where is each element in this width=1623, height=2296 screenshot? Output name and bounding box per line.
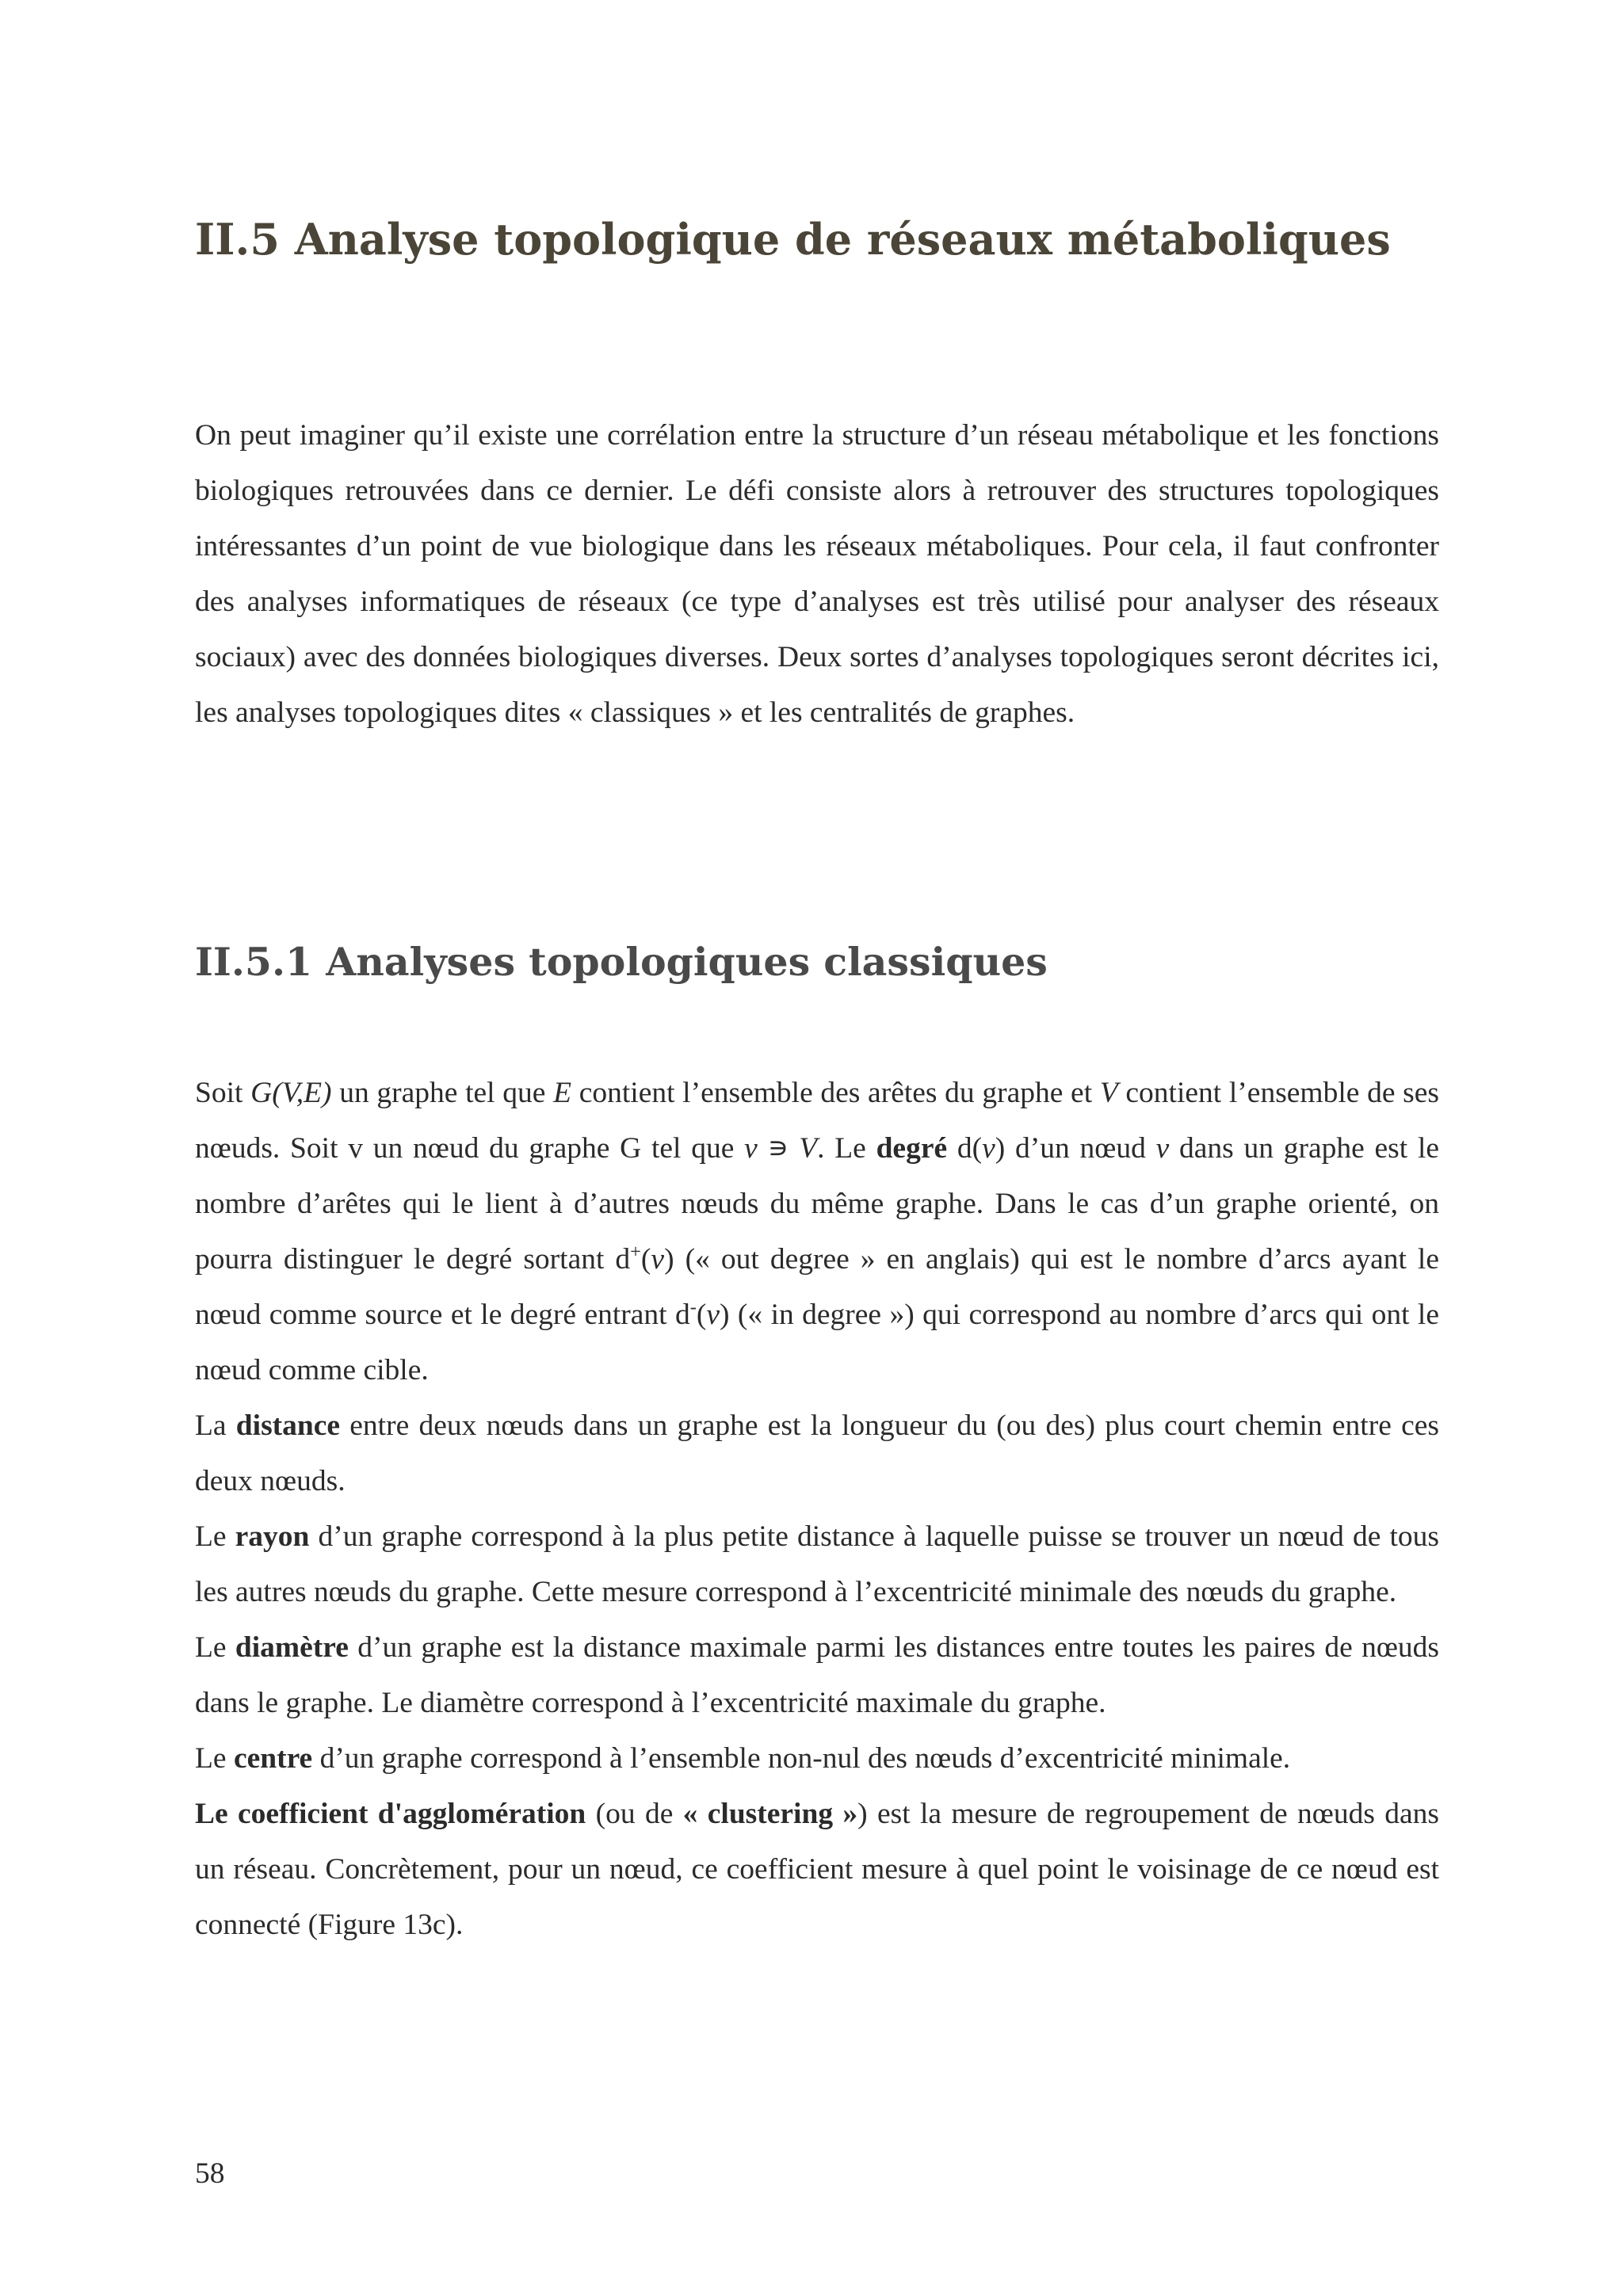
text-run: un graphe tel que [331,1077,554,1109]
text-run: Le [195,1631,235,1664]
subsection-title: II.5.1 Analyses topologiques classiques [195,939,1048,985]
text-run: dans un graphe est le nombre d’arêtes qui le lient à d’autres nœuds du même graphe. Dans le cas d’un graphe orienté, on pourra distinguer le degré sortant d [195,1132,1440,1276]
intro-paragraph-block [195,408,1439,741]
text-run: Le [195,1520,235,1553]
degree-paragraph [195,1066,1439,1398]
text-run: ∍ [757,1132,800,1165]
italic-run: v [706,1299,720,1331]
section-title: II.5 Analyse topologique de réseaux métaboliques [195,214,1391,265]
term-centre: centre [233,1742,313,1775]
text-run: d’un graphe correspond à l’ensemble non-nul des nœuds d’excentricité minimale. [312,1742,1291,1775]
centre-paragraph [195,1731,1439,1787]
text-run: contient l’ensemble de ses nœuds. Soit v un nœud du graphe G tel que [195,1077,1439,1165]
italic-run: E [553,1077,572,1109]
italic-run: v [744,1132,758,1165]
text-run: Soit [195,1077,251,1109]
rayon-paragraph [195,1509,1439,1620]
text-run: ) d’un nœud [995,1132,1156,1165]
text-run: . Le [817,1132,876,1165]
italic-run: v [651,1243,665,1276]
diametre-paragraph [195,1620,1439,1731]
term-diametre: diamètre [235,1631,349,1664]
page-number: 58 [195,2157,225,2190]
term-rayon: rayon [235,1520,310,1553]
definitions-block [195,1066,1439,1953]
italic-run: G(V,E) [250,1077,332,1109]
italic-run: v [1155,1132,1170,1165]
term-distance: distance [235,1409,341,1442]
text-run: ( [640,1243,651,1276]
text-run: ( [696,1299,707,1331]
text-run: contient l’ensemble des arêtes du graphe et [571,1077,1100,1109]
clustering-paragraph [195,1787,1439,1953]
text-run: d’un graphe correspond à la plus petite distance à laquelle puisse se trouver un nœud de tous les autres nœuds du graphe. Cette mesure correspond à l’excentricité minimale des nœuds du graphe. [195,1520,1439,1608]
intro-paragraph: On peut imaginer qu’il existe une corrélation entre la structure d’un réseau métabolique et les fonctions biologiques retrouvées dans ce dernier. Le défi consiste alors à retrouver des structures topologiques intéressantes d’un point de vue biologique dans les réseaux métaboliques. Pour cela, il faut confronter des analyses informatiques de réseaux (ce type d’analyses est très utilisé pour analyser des réseaux sociaux) avec des données biologiques diverses. Deux sortes d’analyses topologiques seront décrites ici, les analyses topologiques dites « classiques » et les centralités de graphes. [195,419,1439,729]
italic-run: V [1099,1077,1118,1109]
term-coefficient-agglomeration: Le coefficient d'agglomération [195,1798,586,1830]
term-degre: degré [876,1132,948,1165]
text-run: La [195,1409,236,1442]
distance-paragraph [195,1398,1439,1509]
text-run: (ou de [586,1798,683,1830]
superscript-minus: - [689,1296,697,1318]
text-run: ) est la mesure de regroupement de nœuds dans un réseau. Concrètement, pour un nœud, ce coefficient mesure à quel point le voisinage de ce nœud est connecté (Figure 13c). [195,1798,1439,1941]
text-run: d( [947,1132,983,1165]
term-clustering: « clustering » [682,1798,858,1830]
italic-run: V [799,1132,818,1165]
text-run: ) (« in degree ») qui correspond au nombre d’arcs qui ont le nœud comme cible. [195,1299,1439,1386]
italic-run: v [982,1132,995,1165]
superscript-plus: + [630,1241,641,1263]
text-run: d’un graphe est la distance maximale parmi les distances entre toutes les paires de nœuds dans le graphe. Le diamètre correspond à l’excentricité maximale du graphe. [195,1631,1439,1719]
text-run: entre deux nœuds dans un graphe est la longueur du (ou des) plus court chemin entre ces deux nœuds. [195,1409,1439,1497]
text-run: ) (« out degree » en anglais) qui est le nombre d’arcs ayant le nœud comme source et le degré entrant d [195,1243,1439,1331]
text-run: Le [195,1742,234,1775]
